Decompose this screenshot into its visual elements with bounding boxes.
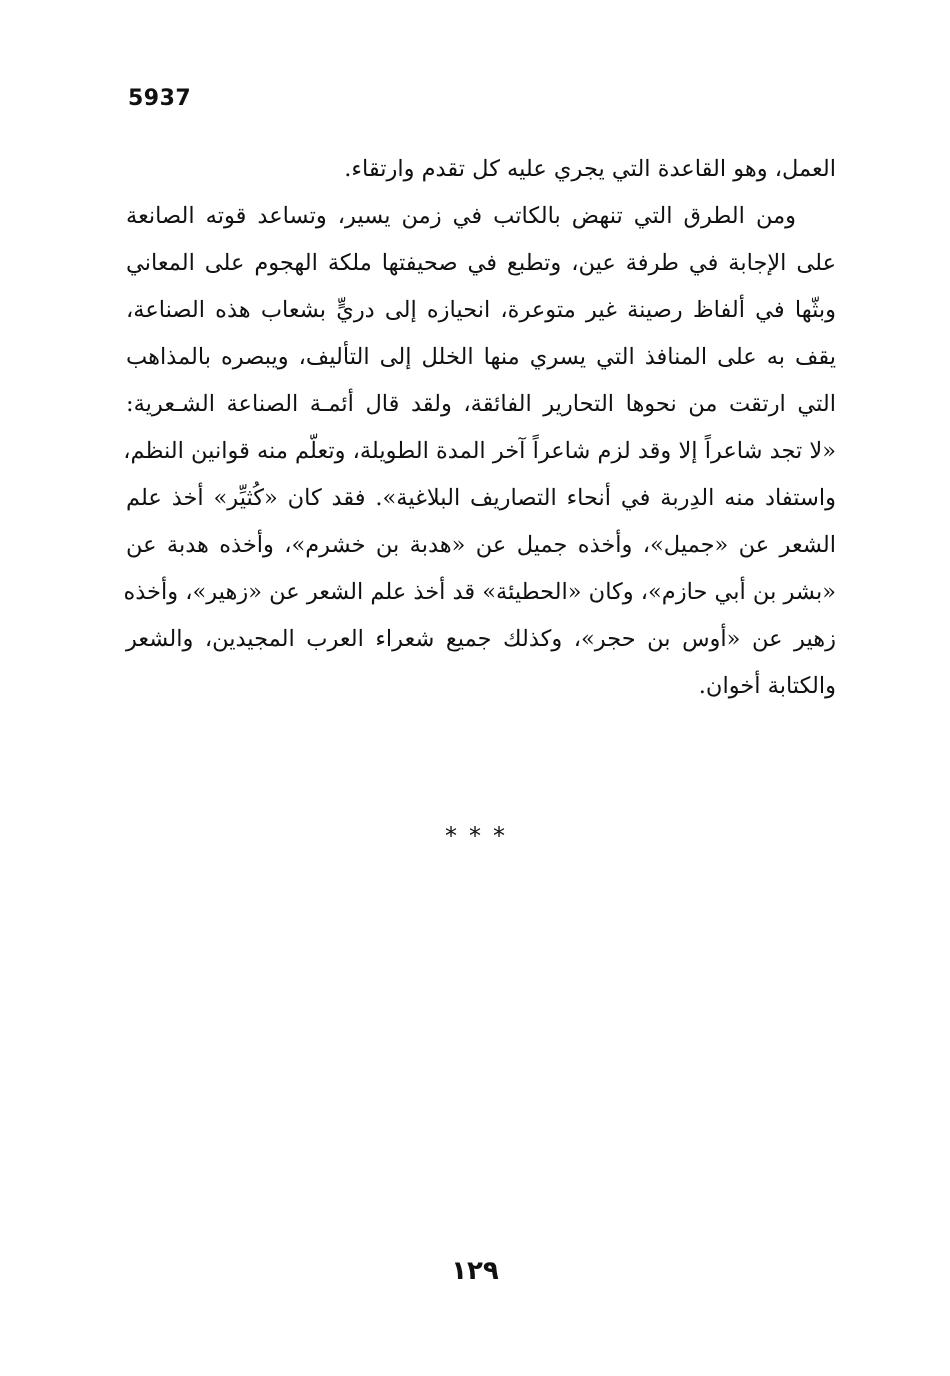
text-line: العمل، وهو القاعدة التي يجري عليه كل تقدم وارتقاء. <box>344 156 836 182</box>
page-code: 5937 <box>128 86 192 111</box>
text-line: «لا تجد شاعراً إلا وقد لزم شاعراً آخر المدة الطويلة، وتعلّم منه قوانين النظم، <box>123 438 836 464</box>
text-line: يقف به على المنافذ التي يسري منها الخلل إلى التأليف، ويبصره بالمذاهب <box>126 344 836 370</box>
text-line: «بشر بن أبي حازم»، وكان «الحطيئة» قد أخذ علم الشعر عن «زهير»، وأخذه <box>123 579 836 605</box>
body-text <box>123 146 836 710</box>
text-line: والكتابة أخوان. <box>698 673 836 699</box>
section-separator: *** <box>445 822 517 850</box>
text-line: واستفاد منه الدِربة في أنحاء التصاريف البلاغية». فقد كان «كُثيِّر» أخذ علم <box>126 485 836 511</box>
text-line: الشعر عن «جميل»، وأخذه جميل عن «هدبة بن خشرم»، وأخذه هدبة عن <box>126 532 836 558</box>
page-number: ١٢٩ <box>451 1256 499 1286</box>
text-line: التي ارتقت من نحوها التحارير الفائقة، ولقد قال أئمـة الصناعة الشـعرية: <box>126 391 836 417</box>
text-line: وبثّها في ألفاظ رصينة غير متوعرة، انحيازه إلى دريٍّ بشعاب هذه الصناعة، <box>126 297 836 323</box>
text-line: ومن الطرق التي تنهض بالكاتب في زمن يسير، وتساعد قوته الصانعة <box>126 203 796 229</box>
text-line: زهير عن «أوس بن حجر»، وكذلك جميع شعراء العرب المجيدين، والشعر <box>126 626 836 652</box>
text-line: على الإجابة في طرفة عين، وتطبع في صحيفتها ملكة الهجوم على المعاني <box>126 250 836 276</box>
